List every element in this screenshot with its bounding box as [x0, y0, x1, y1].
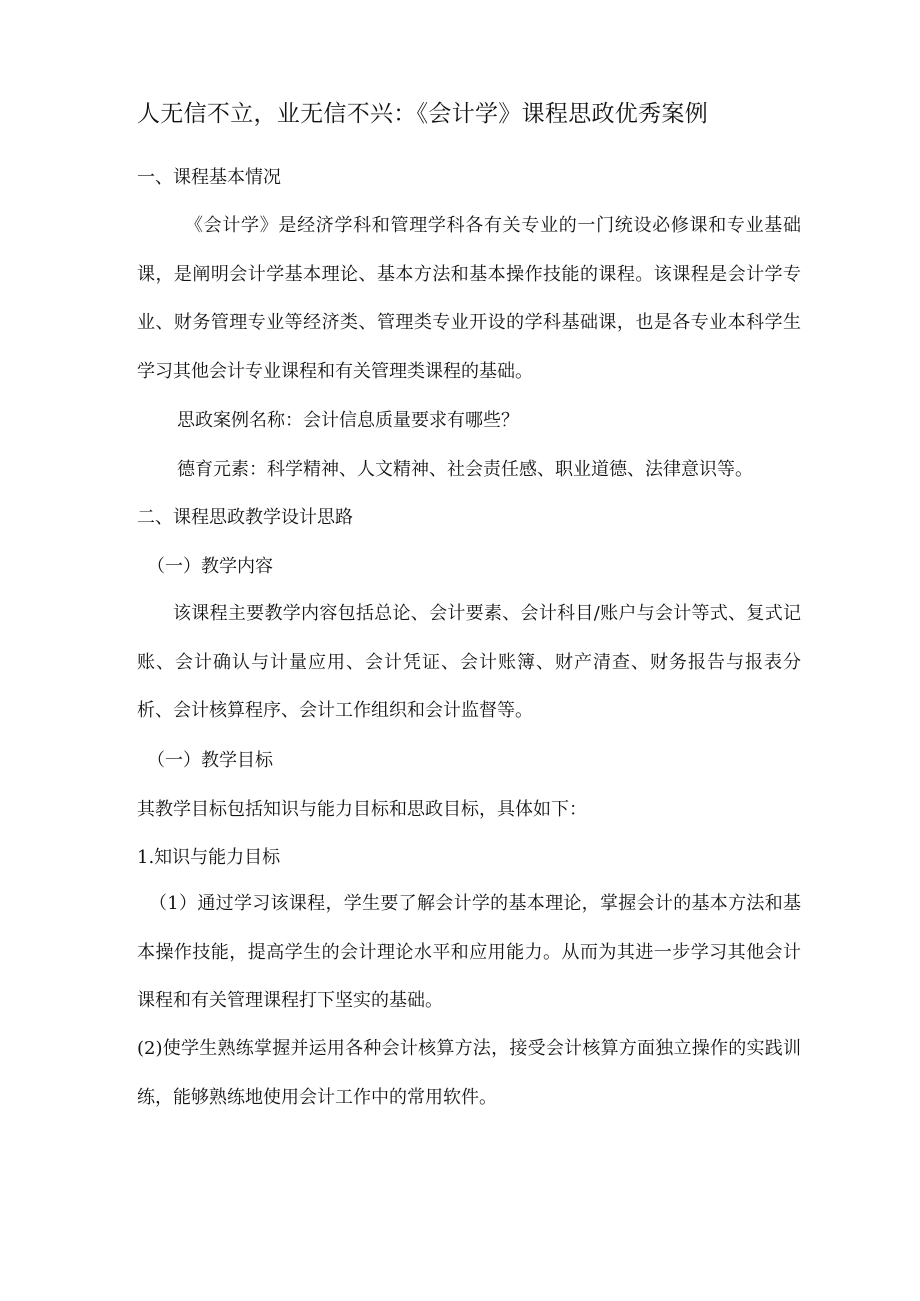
- goal-item-2-paragraph: (2)使学生熟练掌握并运用各种会计核算方法，接受会计核算方面独立操作的实践训练，能够熟练地使用会计工作中的常用软件。: [137, 1038, 801, 1108]
- section1-heading: 一、课程基本情况: [137, 167, 281, 188]
- teaching-goals-intro: 其教学目标包括知识与能力目标和思政目标，具体如下：: [137, 799, 587, 820]
- section1-intro-paragraph: 《会计学》是经济学科和管理学科各有关专业的一门统设必修课和专业基础课，是阐明会计学基本理论、基本方法和基本操作技能的课程。该课程是会计学专业、财务管理专业等经济类、管理类专业开设的学科基础课，也是各专业本科学生学习其他会计专业课程和有关管理类课程的基础。: [137, 215, 801, 382]
- teaching-content-paragraph: 该课程主要教学内容包括总论、会计要素、会计科目/账户与会计等式、复式记账、会计确认与计量应用、会计凭证、会计账簿、财产清查、财务报告与报表分析、会计核算程序、会计工作组织和会计监督等。: [137, 603, 801, 721]
- case-name-line: 思政案例名称：会计信息质量要求有哪些？: [177, 410, 519, 431]
- document-title: 人无信不立，业无信不兴：《会计学》课程思政优秀案例: [137, 101, 708, 127]
- knowledge-ability-goal-heading: 1.知识与能力目标: [137, 847, 281, 868]
- subsection-teaching-content-heading: （一）教学内容: [147, 556, 273, 577]
- moral-elements-line: 德育元素：科学精神、人文精神、社会责任感、职业道德、法律意识等。: [177, 459, 753, 480]
- subsection-teaching-goals-heading: （一）教学目标: [147, 750, 273, 771]
- goal-item-1-paragraph: （1）通过学习该课程，学生要了解会计学的基本理论，掌握会计的基本方法和基本操作技能，提高学生的会计理论水平和应用能力。从而为其进一步学习其他会计课程和有关管理课程打下坚实的基础。: [137, 893, 801, 1011]
- section2-heading: 二、课程思政教学设计思路: [137, 507, 353, 528]
